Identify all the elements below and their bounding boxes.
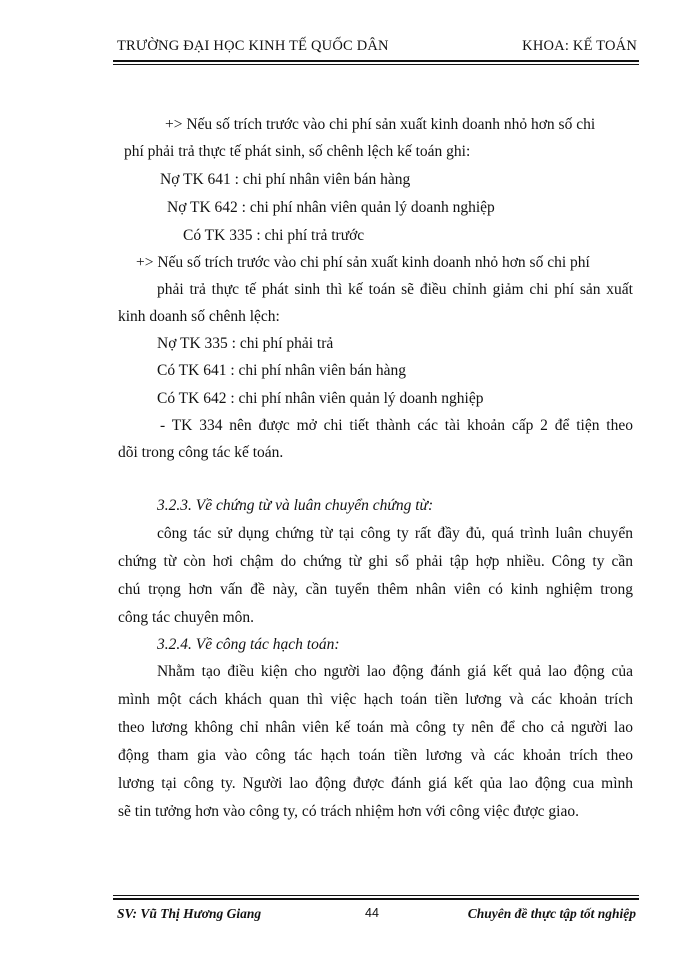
paragraph-line: động tham gia vào công tác hạch toán tiền lương và các khoản trích theo <box>118 747 633 764</box>
paragraph-line: theo lương không chỉ nhân viên kế toán mà công ty nên để cho cả người lao <box>118 719 633 736</box>
paragraph-line: chú trọng hơn vấn đề này, cần tuyển thêm nhân viên có kinh nghiệm trong <box>118 581 633 598</box>
entry-line: Nợ TK 641 : chi phí nhân viên bán hàng <box>160 171 411 188</box>
paragraph-line: - TK 334 nên được mở chi tiết thành các tài khoản cấp 2 để tiện theo <box>160 417 633 434</box>
paragraph-line: công tác sử dụng chứng từ tại công ty rất đầy đủ, quá trình luân chuyển <box>157 525 633 542</box>
page-number: 44 <box>365 906 379 920</box>
paragraph-line: lương tại công ty. Người lao động được đánh giá kết qủa lao động cua mình <box>118 775 633 792</box>
section-heading: 3.2.3. Về chứng từ và luân chuyển chứng từ: <box>157 497 434 514</box>
paragraph-line: mình một cách khách quan thì việc hạch toán tiền lương và các khoản trích <box>118 691 633 708</box>
paragraph-line: kinh doanh số chênh lệch: <box>118 308 280 325</box>
paragraph-line: +> Nếu số trích trước vào chi phí sản xuất kinh doanh nhỏ hơn số chi phí <box>136 254 590 271</box>
footer-rule-thin <box>113 895 639 896</box>
paragraph-line: +> Nếu số trích trước vào chi phí sản xuất kinh doanh nhỏ hơn số chi <box>165 116 596 133</box>
paragraph-line: phải trả thực tế phát sinh thì kế toán sẽ điều chỉnh giảm chi phí sản xuất <box>157 281 633 298</box>
page-header <box>117 38 637 58</box>
header-rule-thick <box>113 60 639 62</box>
header-faculty: KHOA: KẾ TOÁN <box>522 38 637 54</box>
entry-line: Có TK 642 : chi phí nhân viên quản lý doanh nghiệp <box>157 390 484 407</box>
section-heading: 3.2.4. Về công tác hạch toán: <box>157 636 340 653</box>
paragraph-line: phí phải trả thực tế phát sinh, số chênh lệch kế toán ghi: <box>124 143 471 160</box>
entry-line: Có TK 641 : chi phí nhân viên bán hàng <box>157 362 406 379</box>
paragraph-line: công tác chuyên môn. <box>118 609 255 626</box>
footer-rule-thick <box>113 898 639 900</box>
header-rule-thin <box>113 64 639 65</box>
paragraph-line: chứng từ còn hơi chậm do chứng từ ghi sổ phải tập hợp nhiều. Công ty cần <box>118 553 633 570</box>
paragraph-line: dõi trong công tác kế toán. <box>118 444 284 461</box>
footer-author: SV: Vũ Thị Hương Giang <box>117 906 262 921</box>
entry-line: Nợ TK 335 : chi phí phải trả <box>157 335 334 352</box>
header-university: TRƯỜNG ĐẠI HỌC KINH TẾ QUỐC DÂN <box>117 38 389 54</box>
footer-title: Chuyên đề thực tập tốt nghiệp <box>467 906 636 921</box>
entry-line: Có TK 335 : chi phí trả trước <box>183 227 365 244</box>
paragraph-line: Nhằm tạo điều kiện cho người lao động đánh giá kết quả lao động của <box>157 663 633 680</box>
entry-line: Nợ TK 642 : chi phí nhân viên quản lý doanh nghiệp <box>167 199 495 216</box>
paragraph-line: sẽ tin tưởng hơn vào công ty, có trách nhiệm hơn với công việc được giao. <box>118 803 579 820</box>
